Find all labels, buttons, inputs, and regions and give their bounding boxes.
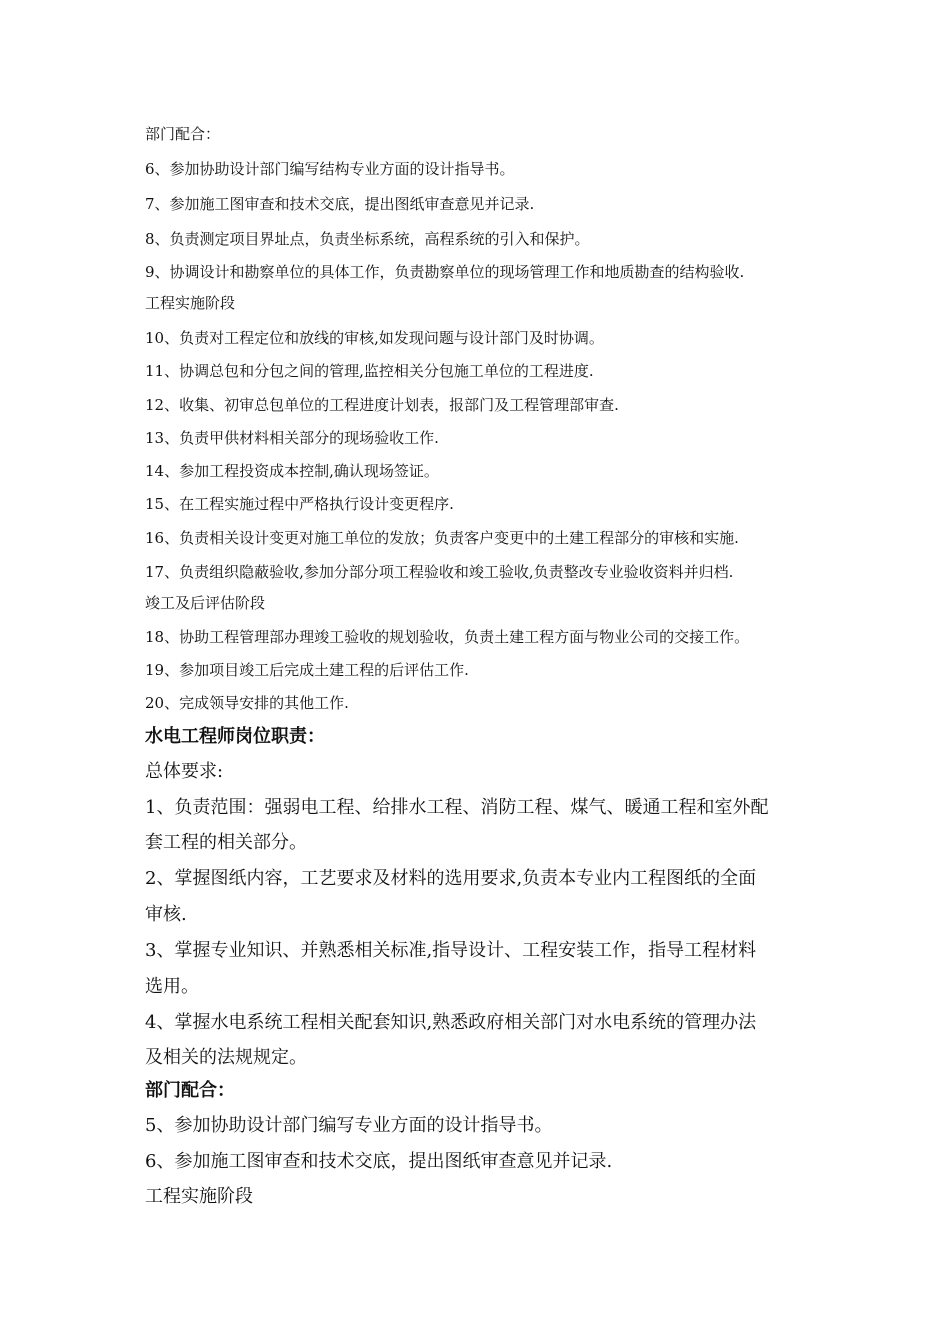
- list-item: 12、收集、初审总包单位的工程进度计划表，报部门及工程管理部审查.: [145, 396, 619, 414]
- section-heading-implementation-water: 工程实施阶段: [145, 1186, 253, 1207]
- section-heading-dept-water: 部门配合：: [145, 1080, 235, 1101]
- list-item: 15、在工程实施过程中严格执行设计变更程序.: [145, 495, 454, 513]
- paragraph-line: 4、掌握水电系统工程相关配套知识,熟悉政府相关部门对水电系统的管理办法: [145, 1012, 757, 1033]
- list-item: 14、参加工程投资成本控制,确认现场签证。: [145, 462, 439, 480]
- list-item: 20、完成领导安排的其他工作.: [145, 694, 349, 712]
- list-item: 10、负责对工程定位和放线的审核,如发现问题与设计部门及时协调。: [145, 329, 604, 347]
- list-item: 5、参加协助设计部门编写专业方面的设计指导书。: [145, 1115, 553, 1136]
- section-heading-completion: 竣工及后评估阶段: [145, 594, 266, 612]
- section-heading-dept: 部门配合：: [145, 125, 221, 143]
- list-item: 18、协助工程管理部办理竣工验收的规划验收，负责土建工程方面与物业公司的交接工作。: [145, 628, 750, 646]
- paragraph-line: 审核.: [145, 904, 187, 925]
- overall-requirements-heading: 总体要求:: [145, 761, 224, 782]
- paragraph-line: 及相关的法规规定。: [145, 1047, 307, 1068]
- list-item: 6、参加协助设计部门编写结构专业方面的设计指导书。: [145, 160, 515, 178]
- paragraph-line: 2、掌握图纸内容，工艺要求及材料的选用要求,负责本专业内工程图纸的全面: [145, 868, 757, 889]
- list-item: 16、负责相关设计变更对施工单位的发放；负责客户变更中的土建工程部分的审核和实施.: [145, 529, 739, 547]
- paragraph-line: 3、掌握专业知识、并熟悉相关标准,指导设计、工程安装工作，指导工程材料: [145, 940, 757, 961]
- paragraph-line: 1、负责范围：强弱电工程、给排水工程、消防工程、煤气、暖通工程和室外配: [145, 797, 769, 818]
- section-heading-implementation: 工程实施阶段: [145, 294, 236, 312]
- list-item: 8、负责测定项目界址点，负责坐标系统，高程系统的引入和保护。: [145, 230, 590, 248]
- list-item: 19、参加项目竣工后完成土建工程的后评估工作.: [145, 661, 469, 679]
- list-item: 7、参加施工图审查和技术交底，提出图纸审查意见并记录.: [145, 195, 535, 213]
- list-item: 9、协调设计和勘察单位的具体工作，负责勘察单位的现场管理工作和地质勘查的结构验收.: [145, 263, 745, 281]
- paragraph-line: 套工程的相关部分。: [145, 832, 307, 853]
- list-item: 6、参加施工图审查和技术交底，提出图纸审查意见并记录.: [145, 1151, 613, 1172]
- water-electric-title: 水电工程师岗位职责：: [145, 726, 325, 747]
- list-item: 13、负责甲供材料相关部分的现场验收工作.: [145, 429, 439, 447]
- paragraph-line: 选用。: [145, 976, 199, 997]
- list-item: 17、负责组织隐蔽验收,参加分部分项工程验收和竣工验收,负责整改专业验收资料并归档.: [145, 563, 734, 581]
- list-item: 11、协调总包和分包之间的管理,监控相关分包施工单位的工程进度.: [145, 362, 594, 380]
